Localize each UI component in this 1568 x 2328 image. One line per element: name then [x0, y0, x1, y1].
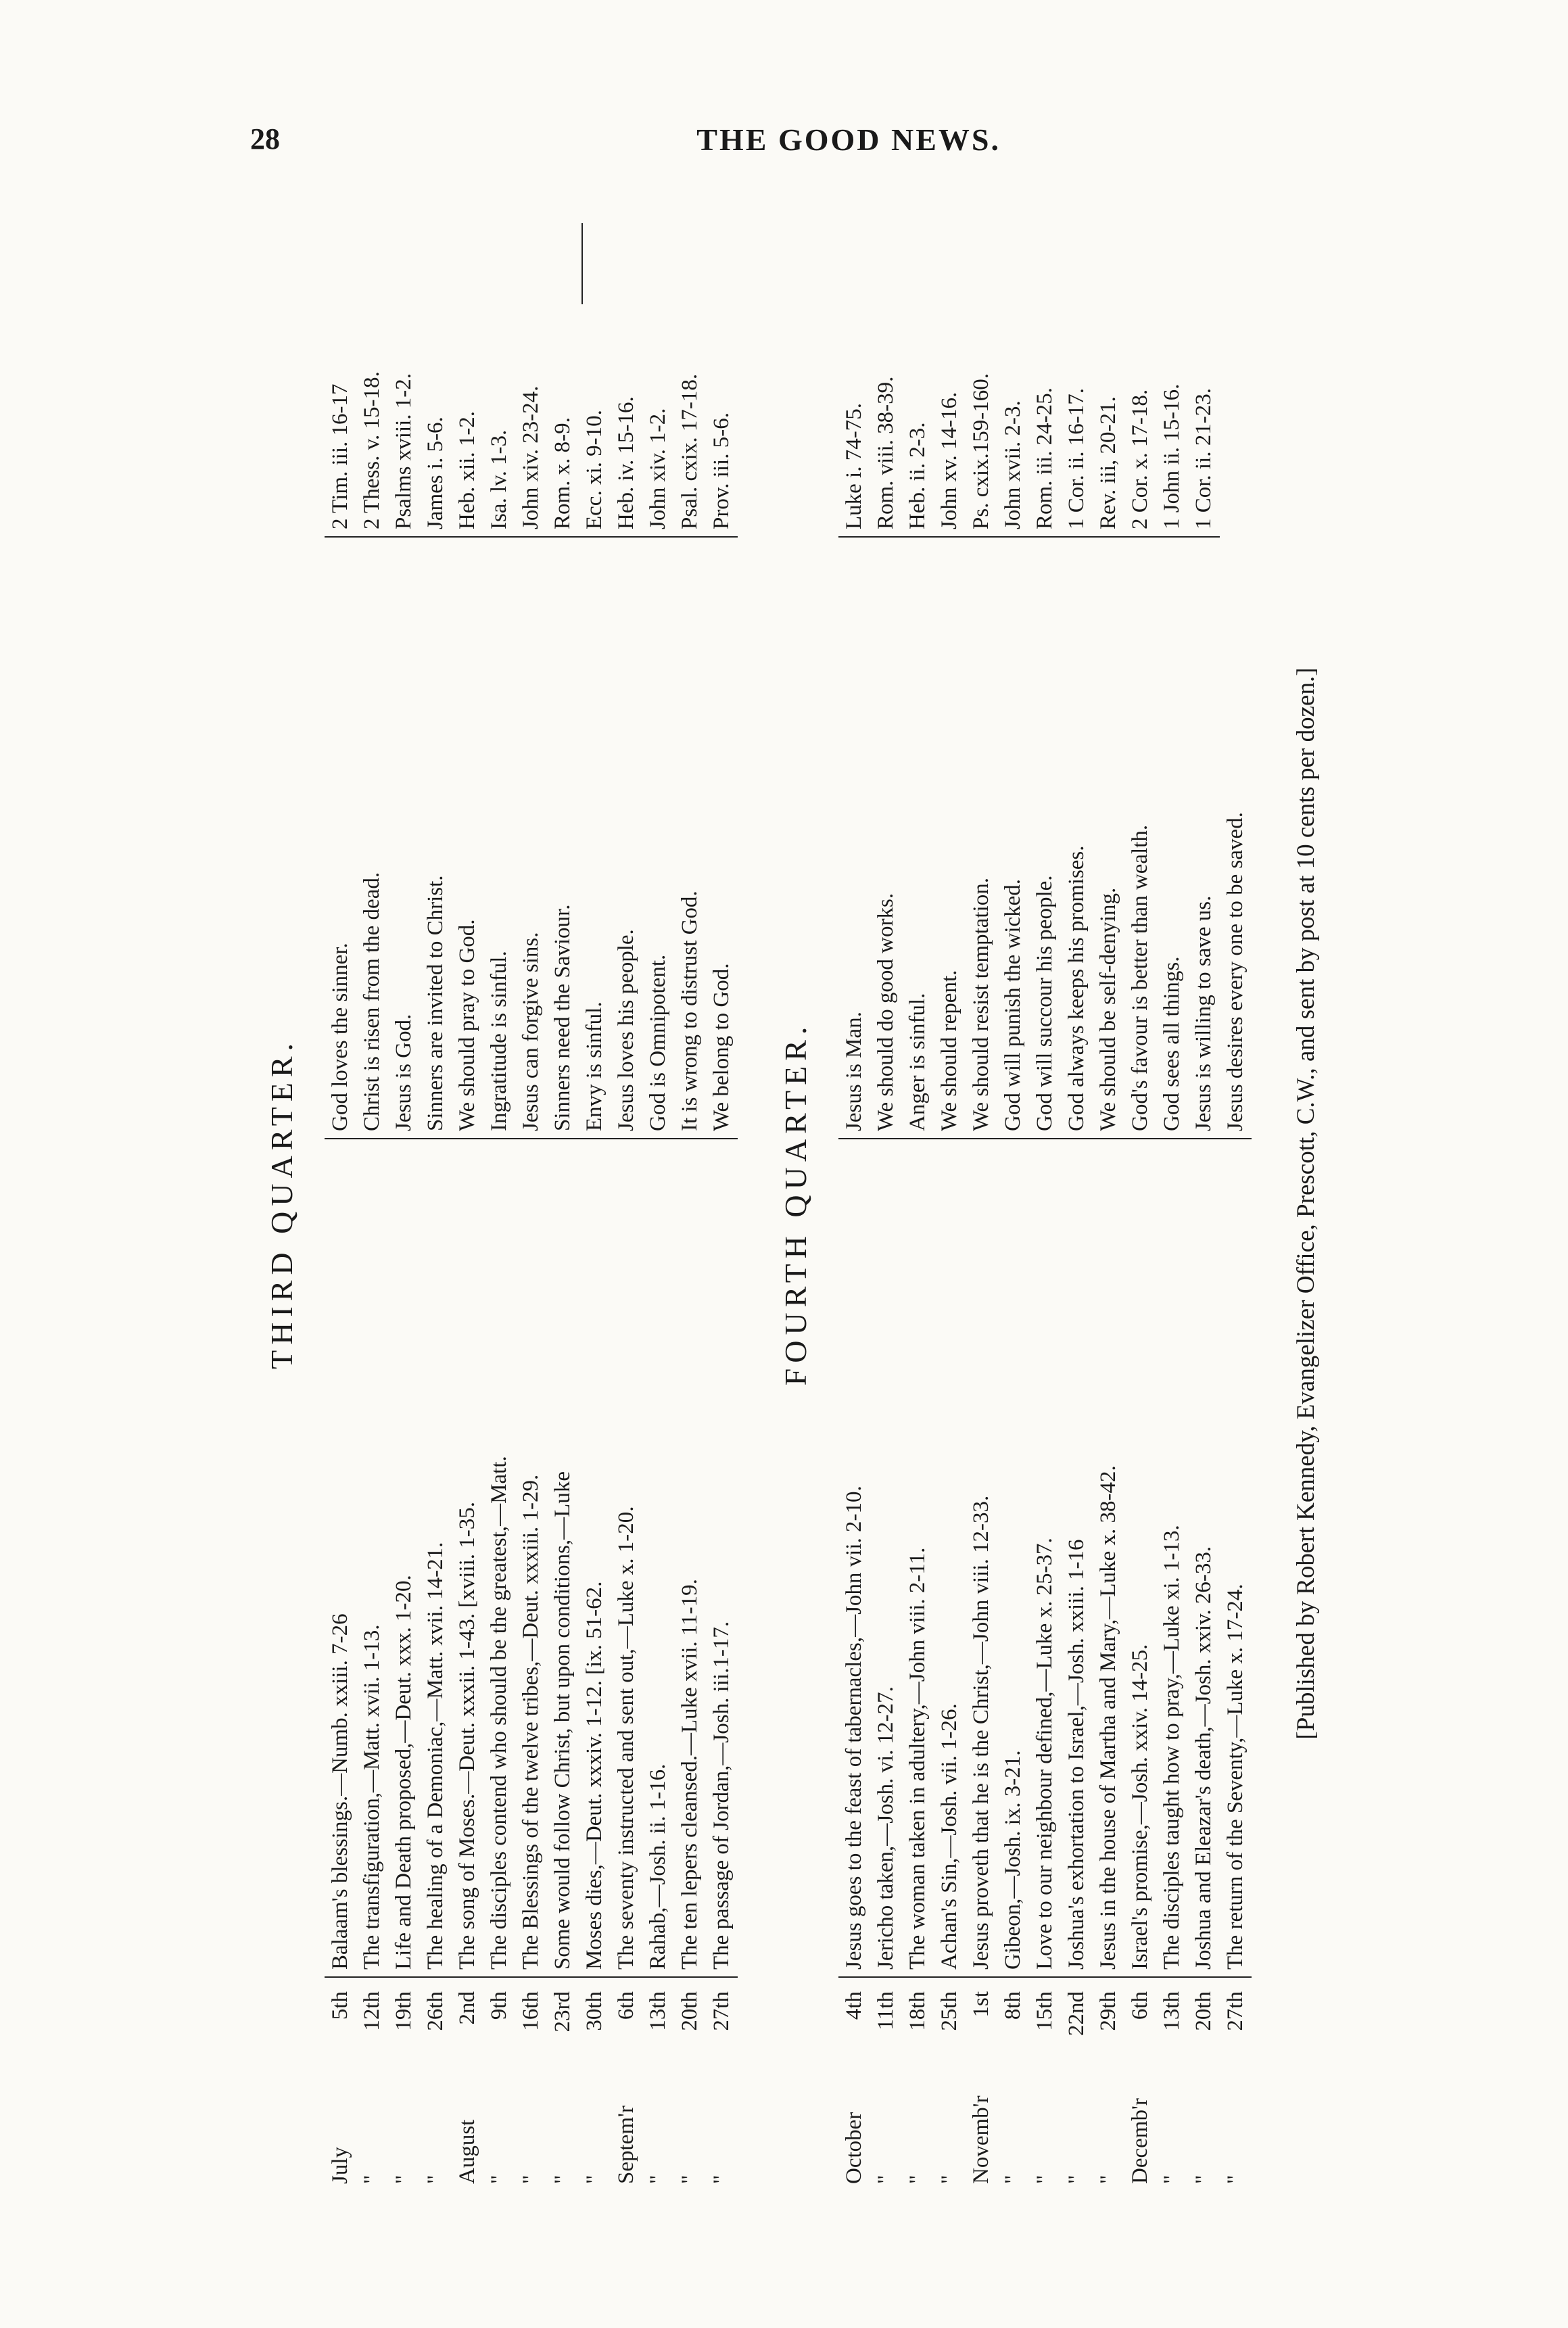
- lesson-cell: Sinners are invited to Christ.: [420, 544, 452, 1139]
- day-cell: 1st: [969, 1991, 993, 2018]
- table-row: [579, 223, 611, 2184]
- table-row: [1093, 223, 1124, 2184]
- reference-cell: Heb. ii. 2-3.: [902, 223, 934, 538]
- day-cell: 18th: [905, 1991, 930, 2031]
- event-cell: The seventy instructed and sent out,—Luke x. 1-20.: [611, 1146, 642, 1978]
- month-cell: ": [646, 2175, 670, 2184]
- lesson-cell: We belong to God.: [706, 544, 738, 1139]
- lesson-cell: We should resist temptation.: [966, 544, 997, 1139]
- month-cell: ": [874, 2175, 898, 2184]
- event-cell: Jericho taken,—Josh. vi. 12-27.: [870, 1146, 902, 1978]
- section-title: FOURTH QUARTER.: [778, 1021, 813, 1386]
- lesson-cell: We should repent.: [934, 544, 966, 1139]
- table-row: [1029, 223, 1061, 2184]
- table-row: [934, 223, 966, 2184]
- event-cell: The transfiguration,—Matt. xvii. 1-13.: [356, 1146, 388, 1978]
- table-row: [325, 223, 356, 2184]
- day-cell: 13th: [646, 1991, 670, 2031]
- lesson-cell: God loves the sinner.: [325, 544, 356, 1139]
- month-cell: Decemb'r: [1128, 2098, 1152, 2184]
- month-cell: ": [582, 2175, 607, 2184]
- lesson-cell: Jesus is God.: [388, 544, 420, 1139]
- lesson-cell: It is wrong to distrust God.: [674, 544, 706, 1139]
- lesson-cell: Christ is risen from the dead.: [356, 544, 388, 1139]
- lesson-cell: God's favour is better than wealth.: [1124, 544, 1156, 1139]
- reference-cell: 2 Tim. iii. 16-17: [325, 223, 356, 538]
- event-cell: Gibeon,—Josh. ix. 3-21.: [997, 1146, 1029, 1978]
- table-row: [388, 223, 420, 2184]
- day-cell: 22nd: [1064, 1991, 1089, 2036]
- day-cell: 4th: [842, 1991, 866, 2020]
- event-cell: Jesus in the house of Martha and Mary,—Luke x. 38-42.: [1093, 1146, 1124, 1978]
- lesson-cell: We should pray to God.: [452, 544, 483, 1139]
- lesson-cell: God sees all things.: [1156, 544, 1188, 1139]
- day-cell: 27th: [709, 1991, 734, 2031]
- table-row: [642, 223, 674, 2184]
- event-cell: The ten lepers cleansed.—Luke xvii. 11-19.: [674, 1146, 706, 1978]
- lesson-cell: God will succour his people.: [1029, 544, 1061, 1139]
- month-cell: ": [1160, 2175, 1184, 2184]
- day-cell: 8th: [1001, 1991, 1025, 2020]
- publisher-footer: [Published by Robert Kennedy, Evangelizer Office, Prescott, C.W., and sent by post at 10 cents per dozen.]: [1292, 667, 1320, 1740]
- month-cell: ": [1001, 2175, 1025, 2184]
- event-cell: Balaam's blessings.—Numb. xxiii. 7-26: [325, 1146, 356, 1978]
- table-row: [902, 223, 934, 2184]
- horizontal-rule: [581, 223, 583, 304]
- event-cell: The song of Moses.—Deut. xxxii. 1-43. [xviii. 1-35.: [452, 1146, 483, 1978]
- event-cell: The disciples contend who should be the greatest,—Matt.: [483, 1146, 515, 1978]
- running-title: THE GOOD NEWS.: [696, 122, 1001, 157]
- event-cell: The passage of Jordan,—Josh. iii.1-17.: [706, 1146, 738, 1978]
- reference-cell: James i. 5-6.: [420, 223, 452, 538]
- reference-cell: John xvii. 2-3.: [997, 223, 1029, 538]
- reference-cell: Isa. lv. 1-3.: [483, 223, 515, 538]
- page-number: 28: [250, 122, 280, 156]
- event-cell: Moses dies,—Deut. xxxiv. 1-12. [ix. 51-62.: [579, 1146, 611, 1978]
- day-cell: 12th: [360, 1991, 384, 2031]
- reference-cell: Rom. x. 8-9.: [547, 223, 579, 538]
- event-cell: The healing of a Demoniac,—Matt. xvii. 14-21.: [420, 1146, 452, 1978]
- section-title: THIRD QUARTER.: [264, 1038, 299, 1369]
- event-cell: Some would follow Christ, but upon conditions,—Luke: [547, 1146, 579, 1978]
- event-cell: Jesus proveth that he is the Christ,—John viii. 12-33.: [966, 1146, 997, 1978]
- event-cell: Love to our neighbour defined,—Luke x. 25-37.: [1029, 1146, 1061, 1978]
- reference-cell: Psal. cxix. 17-18.: [674, 223, 706, 538]
- month-cell: October: [842, 2112, 866, 2184]
- day-cell: 29th: [1096, 1991, 1120, 2031]
- month-cell: ": [1064, 2175, 1089, 2184]
- fourth-quarter-rows: [838, 223, 1252, 2184]
- day-cell: 13th: [1160, 1991, 1184, 2031]
- page-header: [250, 122, 1001, 162]
- day-cell: 11th: [874, 1991, 898, 2030]
- month-cell: Septem'r: [614, 2106, 638, 2184]
- reference-cell: Ps. cxix.159-160.: [966, 223, 997, 538]
- table-row: [515, 223, 547, 2184]
- day-cell: 26th: [423, 1991, 448, 2031]
- reference-cell: 1 Cor. ii. 21-23.: [1188, 223, 1220, 538]
- table-row: [1188, 223, 1220, 2184]
- lesson-cell: Envy is sinful.: [579, 544, 611, 1139]
- month-cell: ": [360, 2175, 384, 2184]
- month-cell: ": [519, 2175, 543, 2184]
- rotated-table: [264, 223, 1373, 2184]
- lesson-cell: Sinners need the Saviour.: [547, 544, 579, 1139]
- month-cell: ": [1191, 2175, 1216, 2184]
- month-cell: ": [709, 2175, 734, 2184]
- lesson-cell: Jesus can forgive sins.: [515, 544, 547, 1139]
- reference-cell: Prov. iii. 5-6.: [706, 223, 738, 538]
- day-cell: 15th: [1032, 1991, 1057, 2031]
- lesson-cell: God always keeps his promises.: [1061, 544, 1093, 1139]
- day-cell: 16th: [519, 1991, 543, 2031]
- table-row: [997, 223, 1029, 2184]
- day-cell: 25th: [937, 1991, 961, 2031]
- event-cell: The return of the Seventy,—Luke x. 17-24.: [1220, 1146, 1252, 1978]
- event-cell: Joshua's exhortation to Israel,—Josh. xxiii. 1-16: [1061, 1146, 1093, 1978]
- reference-cell: Rom. viii. 38-39.: [870, 223, 902, 538]
- table-row: [838, 223, 870, 2184]
- month-cell: ": [487, 2175, 511, 2184]
- table-row: [611, 223, 642, 2184]
- month-cell: ": [423, 2175, 448, 2184]
- month-cell: Novemb'r: [969, 2095, 993, 2184]
- reference-cell: Heb. iv. 15-16.: [611, 223, 642, 538]
- table-row: [420, 223, 452, 2184]
- month-cell: ": [937, 2175, 961, 2184]
- lesson-cell: God is Omnipotent.: [642, 544, 674, 1139]
- reference-cell: Ecc. xi. 9-10.: [579, 223, 611, 538]
- day-cell: 20th: [678, 1991, 702, 2031]
- lesson-cell: Jesus is Man.: [838, 544, 870, 1139]
- event-cell: Joshua and Eleazar's death,—Josh. xxiv. 26-33.: [1188, 1146, 1220, 1978]
- day-cell: 2nd: [455, 1991, 479, 2025]
- third-quarter-rows: [325, 223, 738, 2184]
- month-cell: ": [1096, 2175, 1120, 2184]
- event-cell: The woman taken in adultery,—John viii. 2-11.: [902, 1146, 934, 1978]
- event-cell: Israel's promise,—Josh. xxiv. 14-25.: [1124, 1146, 1156, 1978]
- lesson-cell: Jesus is willing to save us.: [1188, 544, 1220, 1139]
- reference-cell: 1 Cor. ii. 16-17.: [1061, 223, 1093, 538]
- lesson-cell: Anger is sinful.: [902, 544, 934, 1139]
- day-cell: 27th: [1223, 1991, 1248, 2031]
- event-cell: Jesus goes to the feast of tabernacles,—John vii. 2-10.: [838, 1146, 870, 1978]
- reference-cell: 2 Thess. v. 15-18.: [356, 223, 388, 538]
- event-cell: Rahab,—Josh. ii. 1-16.: [642, 1146, 674, 1978]
- table-row: [706, 223, 738, 2184]
- lesson-cell: Ingratitude is sinful.: [483, 544, 515, 1139]
- day-cell: 19th: [391, 1991, 416, 2031]
- reference-cell: John xiv. 23-24.: [515, 223, 547, 538]
- reference-cell: Rev. iii, 20-21.: [1093, 223, 1124, 538]
- month-cell: ": [1223, 2175, 1248, 2184]
- reference-cell: Psalms xviii. 1-2.: [388, 223, 420, 538]
- month-cell: ": [1032, 2175, 1057, 2184]
- reference-cell: Heb. xii. 1-2.: [452, 223, 483, 538]
- table-row: [356, 223, 388, 2184]
- event-cell: The Blessings of the twelve tribes,—Deut. xxxiii. 1-29.: [515, 1146, 547, 1978]
- lesson-cell: Jesus desires every one to be saved.: [1220, 544, 1252, 1139]
- reference-cell: John xiv. 1-2.: [642, 223, 674, 538]
- month-cell: ": [905, 2175, 930, 2184]
- day-cell: 30th: [582, 1991, 607, 2031]
- event-cell: The disciples taught how to pray,—Luke xi. 1-13.: [1156, 1146, 1188, 1978]
- event-cell: Life and Death proposed,—Deut. xxx. 1-20.: [388, 1146, 420, 1978]
- lesson-cell: We should be self-denying.: [1093, 544, 1124, 1139]
- day-cell: 5th: [328, 1991, 352, 2020]
- month-cell: ": [678, 2175, 702, 2184]
- table-row: [1220, 223, 1252, 2184]
- table-row: [1061, 223, 1093, 2184]
- table-row: [1156, 223, 1188, 2184]
- month-cell: ": [550, 2175, 575, 2184]
- month-cell: August: [455, 2119, 479, 2184]
- day-cell: 6th: [1128, 1991, 1152, 2020]
- day-cell: 20th: [1191, 1991, 1216, 2031]
- table-row: [452, 223, 483, 2184]
- lesson-cell: Jesus loves his people.: [611, 544, 642, 1139]
- table-row: [674, 223, 706, 2184]
- reference-cell: John xv. 14-16.: [934, 223, 966, 538]
- reference-cell: Rom. iii. 24-25.: [1029, 223, 1061, 538]
- month-cell: ": [391, 2175, 416, 2184]
- event-cell: Achan's Sin,—Josh. vii. 1-26.: [934, 1146, 966, 1978]
- month-cell: July: [328, 2146, 352, 2184]
- table-row: [966, 223, 997, 2184]
- table-row: [870, 223, 902, 2184]
- lesson-cell: We should do good works.: [870, 544, 902, 1139]
- lesson-cell: God will punish the wicked.: [997, 544, 1029, 1139]
- reference-cell: Luke i. 74-75.: [838, 223, 870, 538]
- table-row: [483, 223, 515, 2184]
- day-cell: 23rd: [550, 1991, 575, 2033]
- reference-cell: 1 John ii. 15-16.: [1156, 223, 1188, 538]
- day-cell: 6th: [614, 1991, 638, 2020]
- table-row: [547, 223, 579, 2184]
- reference-cell: 2 Cor. x. 17-18.: [1124, 223, 1156, 538]
- table-row: [1124, 223, 1156, 2184]
- day-cell: 9th: [487, 1991, 511, 2020]
